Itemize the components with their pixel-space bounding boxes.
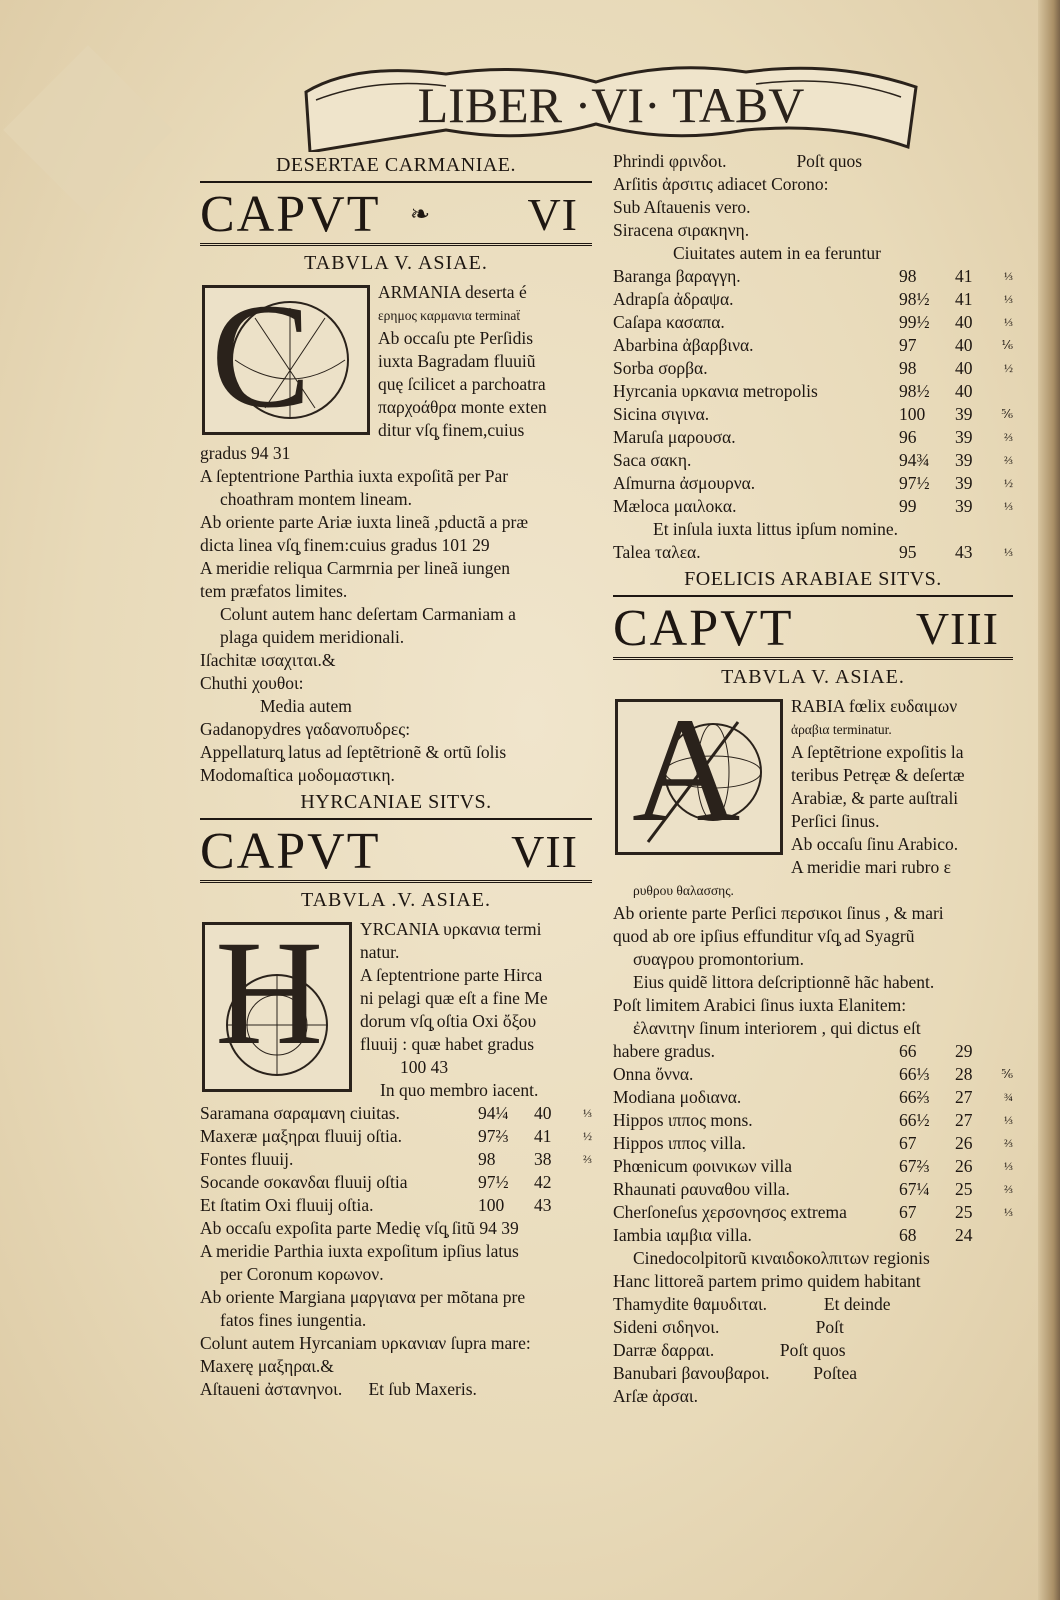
text-line: Ab occaſu ſinu Arabico. [791,834,959,854]
fraction [995,1040,1013,1063]
text-line: gradus 94 31 [200,443,291,463]
longitude: 99½ [899,312,930,332]
place-name: Mæloca μαιλοκα. [613,496,737,516]
text-line: Et inſula iuxta littus ipſum nomine. [653,519,898,539]
paragraph-carmania [200,273,592,465]
text-line: Arſæ ἀρσαι. [613,1386,698,1406]
banner-text: LIBER ·VI· TABV [417,77,805,133]
text-line: Sideni σιδηνοι. Poſt [613,1317,844,1337]
fraction: ⅓ [1004,315,1013,329]
place-name: Cherſoneſus χερσονησος extrema [613,1202,847,1222]
text-line: Cinedocolpitorũ κιναιδοκολπιτων regionis [633,1248,930,1268]
longitude: 100 [478,1195,505,1215]
table-row [613,265,1013,288]
tabula-label: TABVLA .V. ASIAE. [300,889,492,911]
longitude: 66⅓ [899,1064,930,1084]
caput-heading-6 [200,181,592,246]
section-title-arabia: FOELICIS ARABIAE SITVS. [684,568,942,590]
latitude: 41 [955,289,973,309]
latitude: 24 [955,1225,973,1245]
caput-heading-8 [613,595,1013,660]
table-row [613,288,1013,311]
text-line: ρυθρου θαλασσης. [633,883,734,898]
text-line: παρχοάθρα monte exten [378,397,547,417]
latitude: 39 [955,404,973,424]
fraction: ⅓ [1004,292,1013,306]
longitude: 66½ [899,1110,930,1130]
latitude: 43 [955,542,973,562]
section-title-hyrcania: HYRCANIAE SITVS. [300,791,492,813]
text-line: Maxerę μαξηραι.& [200,1356,334,1376]
fraction [995,380,1013,403]
hyrcania-continuation [200,1217,592,1401]
longitude: 67⅔ [899,1156,930,1176]
text-line: Chuthi χουθοι: [200,673,304,693]
caput-number: VIII [915,603,999,654]
longitude: 67¼ [899,1179,930,1199]
text-line: Colunt autem hanc deſertam Carmaniam a [220,604,516,624]
latitude: 25 [955,1179,973,1199]
fraction: ½ [1004,361,1013,375]
text-line: Modomaſtica μοδομαστικη. [200,765,395,785]
place-name: Modiana μοδιανα. [613,1087,742,1107]
right-column [613,150,1013,1408]
table-row [613,403,1013,426]
longitude: 66 [899,1041,917,1061]
text-line: ARMANIA deserta é [378,282,527,302]
place-name: Onna ὄννα. [613,1064,694,1084]
table-row [613,1109,1013,1132]
fraction: ⅓ [1004,545,1013,559]
place-name: Caſapa κασαπα. [613,312,725,332]
text-line: Ab occaſu pte Perſidis [378,328,534,348]
paragraph-arabia [613,687,1013,879]
text-line: Darræ δαρραι. Poſt quos [613,1340,846,1360]
fraction: ½ [1004,476,1013,490]
text-line: Phrindi φρινδοι. Poſt quos [613,151,863,171]
table-row [613,1178,1013,1201]
table-row [613,541,1013,564]
table-row [613,495,1013,518]
caput-heading-7 [200,818,592,883]
text-line: A meridie reliqua Carmrnia per lineã iungen [200,558,511,578]
fraction: ¾ [1004,1090,1013,1104]
place-name: Sicina σιγινα. [613,404,710,424]
text-line: A meridie mari rubro ε [791,857,951,877]
place-name: Maxeræ μαξηραι fluuij oſtia. [200,1126,402,1146]
text-line: Aſtaueni ἀστανηνοι. Et ſub Maxeris. [200,1379,477,1399]
latitude: 28 [955,1064,973,1084]
text-line: iuxta Bagradam fluuiũ [378,351,536,371]
header-banner [296,52,926,152]
longitude: 98 [478,1149,496,1169]
text-line: ditur vſq̧ finem,cuius [378,420,525,440]
longitude: 66⅔ [899,1087,930,1107]
text-line: fluuij : quæ habet gradus [360,1034,535,1054]
fraction: ⅓ [583,1106,592,1120]
place-name: Phœnicum φοινικων villa [613,1156,792,1176]
tabula-label: TABVLA V. ASIAE. [304,252,488,274]
caput-number: VII [511,826,578,877]
table-row [200,1125,592,1148]
latitude: 29 [955,1041,973,1061]
place-name: Saca σακη. [613,450,692,470]
latitude: 39 [955,450,973,470]
longitude: 97 [899,335,917,355]
text-line: dorum vſq̧ oſtia Oxi ὄξου [360,1011,537,1031]
text-line: Ab oriente parte Perſici περσικοι ſinus , & mari [613,903,944,923]
table-row [613,1201,1013,1224]
text-line: Perſici ſinus. [791,811,880,831]
caput-word: CAPVT [200,823,381,880]
table-row [613,1040,1013,1063]
paper-stain [3,45,173,215]
place-name: Sorba σορβα. [613,358,708,378]
text-line: fatos fines iungentia. [220,1310,367,1330]
arabia-end [613,1247,1013,1408]
fraction [995,1224,1013,1247]
longitude: 67 [899,1202,917,1222]
place-name: Aſmurna ἀσμουρνα. [613,473,756,493]
text-line: RABIA fœlix ευδαιμων [791,696,958,716]
place-name: Adrapſa ἀδραψα. [613,289,734,309]
text-line: Hanc littoreã partem primo quidem habitant [613,1271,921,1291]
paragraph-hyrcania [200,910,592,1102]
text-line: Thamydite θαμυδιται. Et deinde [613,1294,891,1314]
text-line: dicta linea vſq̧ finem:cuius gradus 101 29 [200,535,490,555]
fraction [574,1171,592,1194]
fraction [574,1194,592,1217]
fraction: ⅚ [1001,1067,1013,1081]
longitude: 94¾ [899,450,930,470]
latitude: 40 [534,1103,552,1123]
latitude: 27 [955,1087,973,1107]
longitude: 100 [899,404,926,424]
longitude: 95 [899,542,917,562]
latitude: 42 [534,1172,552,1192]
latitude: 40 [955,312,973,332]
text-line: A ſeptẽtrione expoſitis la [791,742,964,762]
place-name: Saramana σαραμανη ciuitas. [200,1103,400,1123]
place-name: Talea ταλεα. [613,542,701,562]
latitude: 40 [955,335,973,355]
text-line: quod ab ore ipſius effunditur vſq̧ ad Syagrũ [613,926,915,946]
fraction: ⅓ [1004,1205,1013,1219]
caput-word: CAPVT [613,600,794,657]
table-row [613,1086,1013,1109]
fraction: ⅓ [1004,499,1013,513]
fraction: ⅓ [1004,269,1013,283]
fraction: ⅓ [1004,1113,1013,1127]
text-line: Sub Aſtauenis vero. [613,197,751,217]
cities-table [613,265,1013,518]
text-line: ἐλανιτην ſinum interiorem , qui dictus eſt [633,1018,921,1038]
text-line: A ſeptentrione Parthia iuxta expoſitã per Par [200,466,509,486]
text-line: ερημος καρμανια terminaẗ [378,308,521,323]
text-line: Banubari βανουβαροι. Poſtea [613,1363,858,1383]
initial-h-woodcut-icon: H [202,922,352,1092]
longitude: 98½ [899,381,930,401]
fraction: ⅔ [1004,453,1013,467]
place-name: Hippos ιππος villa. [613,1133,746,1153]
text-line: YRCANIA υρκανια termi [360,919,542,939]
place-name: Maruſa μαρουσα. [613,427,736,447]
text-line: tem præfatos limites. [200,581,348,601]
latitude: 39 [955,496,973,516]
text-line: Arſitis ἀρσιτις adiacet Corono: [613,174,829,194]
place-name: Rhaunati ραυναθου villa. [613,1179,790,1199]
longitude: 98 [899,358,917,378]
latitude: 39 [955,473,973,493]
latitude: 26 [955,1133,973,1153]
text-line: A ſeptentrione parte Hirca [360,965,543,985]
fraction: ⅔ [1004,1182,1013,1196]
carmania-continuation [200,465,592,787]
longitude: 68 [899,1225,917,1245]
text-line: Appellaturq̧ latus ad ſeptẽtrionẽ & ortũ ſolis [200,742,507,762]
left-column [200,150,592,1401]
text-line: Gadanopydres γαδανοπυδρες: [200,719,411,739]
latitude: 43 [534,1195,552,1215]
text-line: Poſt limitem Arabici ſinus iuxta Elanitem: [613,995,907,1015]
latitude: 25 [955,1202,973,1222]
section-title-carmania: DESERTAE CARMANIAE. [275,154,517,176]
latitude: 41 [955,266,973,286]
place-name: Abarbina ἀβαρβινα. [613,335,754,355]
fraction: ½ [583,1129,592,1143]
table-row [200,1194,592,1217]
text-line: A meridie Parthia iuxta expoſitum ipſius latus [200,1241,519,1261]
table-row [613,449,1013,472]
text-line: Colunt autem Hyrcaniam υρκανιαν ſupra mare: [200,1333,531,1353]
caput-word: CAPVT [200,186,381,243]
text-line: choathram montem lineam. [220,489,412,509]
fraction: ⅔ [583,1152,592,1166]
place-name: Hippos ιππος mons. [613,1110,753,1130]
place-name: Et ſtatim Oxi fluuij oſtia. [200,1195,374,1215]
right-top-text [613,150,1013,265]
table-row [613,1155,1013,1178]
text-line: Ab oriente Margiana μαργιανα per mõtana pre [200,1287,526,1307]
place-name: Baranga βαραγγη. [613,266,741,286]
table-row [613,380,1013,403]
place-name: Iambia ιαμβια villa. [613,1225,752,1245]
longitude: 98½ [899,289,930,309]
table-row [613,311,1013,334]
table-row [613,1063,1013,1086]
caput-number: VI [527,189,578,240]
page-gutter [1038,0,1060,1600]
latitude: 38 [534,1149,552,1169]
place-name: Socande σοκανδαι fluuij oſtia [200,1172,408,1192]
table-row [613,1132,1013,1155]
text-line: Media autem [260,696,352,716]
text-line: Eius quidẽ littora deſcriptionnẽ hãc habent. [633,972,935,992]
latitude: 39 [955,427,973,447]
initial-c-woodcut-icon: C [202,285,370,435]
tabula-label: TABVLA V. ASIAE. [721,666,905,688]
text-line: per Coronum κορωνον. [220,1264,384,1284]
latitude: 40 [955,358,973,378]
table-row [200,1171,592,1194]
text-line: Ab oriente parte Ariæ iuxta lineã ,pductã a præ [200,512,529,532]
longitude: 67 [899,1133,917,1153]
place-name: habere gradus. [613,1041,716,1061]
text-line: 100 43 [400,1057,449,1077]
table-row [200,1148,592,1171]
text-line: plaga quidem meridionali. [220,627,405,647]
text-line: ni pelagi quæ eſt a fine Me [360,988,548,1008]
longitude: 97⅔ [478,1126,509,1146]
text-line: ἀραβια terminatur. [791,722,892,737]
text-line: natur. [360,942,400,962]
latitude: 40 [955,381,973,401]
fraction: ⅙ [1001,338,1013,352]
arabia-table [613,1040,1013,1247]
fraction: ⅔ [1004,430,1013,444]
longitude: 97½ [478,1172,509,1192]
place-name: Fontes fluuij. [200,1149,294,1169]
text-line: Siracena σιρακηνη. [613,220,750,240]
longitude: 97½ [899,473,930,493]
latitude: 27 [955,1110,973,1130]
longitude: 99 [899,496,917,516]
text-line: συαγρου promontorium. [633,949,805,969]
table-row [200,1102,592,1125]
text-line: Ab occaſu expoſita parte Medię vſq̧ ſitũ 94 39 [200,1218,519,1238]
fraction: ⅚ [1001,407,1013,421]
place-name: Hyrcania υρκανια metropolis [613,381,818,401]
table-row [613,472,1013,495]
table-row [613,334,1013,357]
table-row [613,1224,1013,1247]
text-line: Arabiæ, & parte auſtrali [791,788,959,808]
longitude: 96 [899,427,917,447]
fleuron-icon: ❧ [410,202,431,228]
text-line: Iſachitæ ισαχιται.& [200,650,336,670]
table-row [613,426,1013,449]
initial-a-woodcut-icon: A [615,699,783,855]
latitude: 26 [955,1156,973,1176]
text-line: In quo membro iacent. [380,1080,539,1100]
fraction: ⅔ [1004,1136,1013,1150]
longitude: 94¼ [478,1103,509,1123]
text-line: teribus Petręæ & deſertæ [791,765,965,785]
text-line: Ciuitates autem in ea feruntur [673,243,881,263]
fraction: ⅓ [1004,1159,1013,1173]
hyrcania-table [200,1102,592,1217]
text-line: quę ſcilicet a parchoatra [378,374,546,394]
latitude: 41 [534,1126,552,1146]
arabia-continuation [613,879,1013,1040]
longitude: 98 [899,266,917,286]
table-row [613,357,1013,380]
